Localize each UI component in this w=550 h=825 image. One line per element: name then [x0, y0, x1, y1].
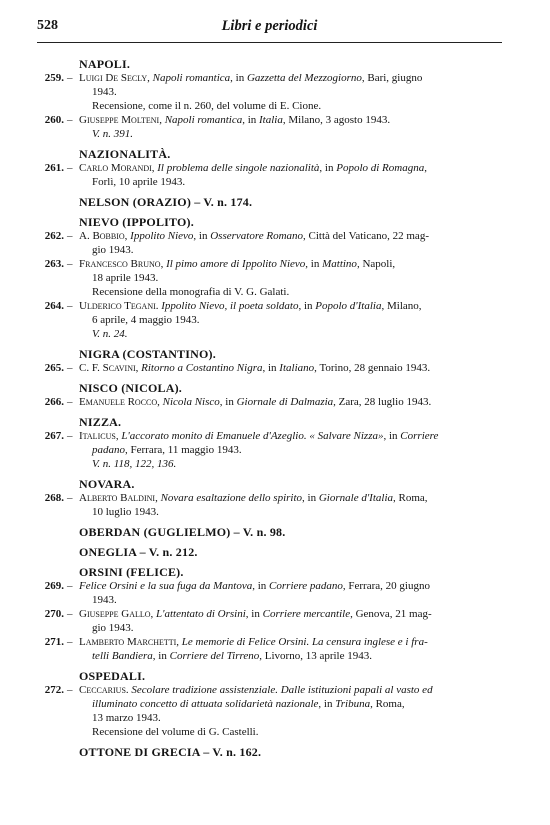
entry-text: , in [298, 300, 316, 312]
entry-title: Italiano [279, 362, 315, 374]
section-heading: NAPOLI. [79, 57, 131, 71]
entry-text: , [147, 72, 153, 84]
entry-title: Italia [259, 114, 283, 126]
cross-reference-heading: ONEGLIA – V. n. 212. [79, 545, 198, 559]
entry-title: Corriere padano [269, 580, 343, 592]
entry-text: , in [219, 396, 237, 408]
entry-line [92, 443, 502, 457]
entry-line [92, 621, 502, 635]
entry-text: , [157, 396, 163, 408]
entry-line [92, 313, 502, 327]
entry-title: Giornale d'Italia [318, 492, 394, 504]
bibliography-entry [44, 113, 502, 141]
bibliography-entry [44, 161, 502, 189]
entry-text: , Torino, 28 gennaio 1943. [314, 362, 431, 374]
section-heading: NAZIONALITÀ. [79, 147, 171, 161]
entry-note: Recensione del volume di G. Castelli. [92, 726, 259, 738]
entry-text: 1943. [92, 594, 117, 606]
entry-dash: – [67, 580, 73, 592]
entry-line [79, 579, 502, 593]
entry-title: Popolo d'Italia [315, 300, 382, 312]
entry-title: Popolo di Romagna [336, 162, 425, 174]
entry-line [79, 229, 502, 243]
entry-line [92, 243, 502, 257]
entry-line [92, 175, 502, 189]
entry-dash: – [67, 72, 73, 84]
header-rule [37, 42, 502, 43]
entry-author: Luigi De Secly [79, 72, 148, 84]
entry-line [79, 71, 502, 85]
bibliography-entry [44, 607, 502, 635]
entry-title: Napoli romantica [164, 114, 243, 126]
entry-line [92, 85, 502, 99]
entry-title: Il problema delle singole nazionalità [157, 162, 320, 174]
entry-text: . [155, 300, 162, 312]
entry-title: illuminato concetto di attuata solidarietà nazionale [92, 698, 319, 710]
entry-dash: – [67, 300, 73, 312]
entry-text: , [135, 362, 142, 374]
entry-dash: – [67, 430, 73, 442]
bibliography-entry [44, 299, 502, 341]
entry-number: 270. [44, 608, 64, 620]
entry-title: Novara esaltazione dello spirito [160, 492, 303, 504]
entry-title: telli Bandiera [92, 650, 153, 662]
bibliography-list [0, 57, 550, 759]
entry-text: Forlì, 10 aprile 1943. [92, 176, 186, 188]
entry-number: 271. [44, 636, 64, 648]
entry-text: , in [319, 162, 337, 174]
entry-text: , Città del Vaticano, 22 mag- [303, 230, 429, 242]
entry-line [79, 257, 502, 271]
entry-author: Alberto Baldini [79, 492, 156, 504]
entry-line [79, 113, 502, 127]
entry-author: Ulderico Tegani [79, 300, 156, 312]
entry-text: , Zara, 28 luglio 1943. [333, 396, 432, 408]
entry-line [79, 161, 502, 175]
entry-text: , [424, 162, 427, 174]
entry-author: Giuseppe Molteni [79, 114, 160, 126]
entry-line [79, 361, 502, 375]
entry-dash: – [67, 396, 73, 408]
bibliography-entry [44, 257, 502, 299]
entry-author: Carlo Morandi [79, 162, 152, 174]
entry-line [92, 593, 502, 607]
entry-author: Emanuele Rocco [79, 396, 158, 408]
bibliography-entry [44, 579, 502, 607]
entry-text: , in [193, 230, 211, 242]
cross-reference-heading: OTTONE DI GRECIA – V. n. 162. [79, 745, 262, 759]
entry-line [79, 683, 502, 697]
entry-dash: – [67, 684, 73, 696]
entry-number: 268. [44, 492, 64, 504]
entry-text: . [125, 684, 132, 696]
entry-line [92, 697, 502, 711]
bibliography-entry [44, 491, 502, 519]
entry-dash: – [67, 114, 73, 126]
bibliography-entry [44, 71, 502, 113]
entry-title: Mattino [322, 258, 357, 270]
entry-dash: – [67, 608, 73, 620]
entry-author: Lamberto Marchetti [79, 636, 177, 648]
entry-line [92, 649, 502, 663]
entry-text: , in [245, 608, 263, 620]
entry-line [92, 711, 502, 725]
entry-title: Ippolito Nievo [130, 230, 194, 242]
entry-dash: – [67, 492, 73, 504]
entry-author: Giuseppe Gallo [79, 608, 151, 620]
entry-text: , in [230, 72, 247, 84]
entry-title: Corriere mercantile [262, 608, 351, 620]
running-head: Libri e periodici [221, 18, 318, 34]
entry-text: , [151, 162, 158, 174]
entry-note: Recensione della monografia di V. G. Galati. [92, 286, 290, 298]
entry-number: 272. [44, 684, 64, 696]
entry-text: , [124, 230, 131, 242]
entry-title: Nicola Nisco [162, 396, 220, 408]
section-heading: NIEVO (IPPOLITO). [79, 215, 194, 229]
entry-text: , in [302, 492, 319, 504]
entry-text: , in [252, 580, 270, 592]
entry-text: 6 aprile, 4 maggio 1943. [92, 314, 200, 326]
entry-title: Ippolito Nievo, il poeta soldato [161, 300, 299, 312]
entry-author: C. F. Scavini [79, 362, 136, 374]
entry-title: Tribuna [335, 698, 371, 710]
entry-title: Felice Orsini e la sua fuga da Mantova [79, 580, 253, 592]
entry-number: 262. [44, 230, 64, 242]
entry-text: , [159, 114, 165, 126]
section-heading: ORSINI (FELICE). [79, 565, 184, 579]
entry-title: Le memorie di Felice Orsini. La censura inglese e i fra- [181, 636, 428, 648]
entry-author: Italicus [79, 430, 116, 442]
entry-text: , [155, 492, 161, 504]
entry-number: 260. [44, 114, 64, 126]
entry-line [79, 299, 502, 313]
entry-text: 18 aprile 1943. [92, 272, 159, 284]
entry-title: Osservatore Romano [210, 230, 304, 242]
entry-title: Gazzetta del Mezzogiorno [246, 72, 362, 84]
entry-number: 264. [44, 300, 64, 312]
entry-text: , in [152, 650, 170, 662]
entry-text: , [160, 258, 167, 270]
section-heading: OSPEDALI. [79, 669, 146, 683]
entry-text: , in [242, 114, 260, 126]
bibliography-entry [44, 635, 502, 663]
entry-text: , [115, 430, 122, 442]
entry-number: 259. [44, 72, 64, 84]
bibliography-entry [44, 229, 502, 257]
entry-cross-reference: V. n. 24. [92, 328, 128, 340]
entry-text: , in [383, 430, 401, 442]
bibliography-entry [44, 395, 502, 409]
entry-title: Secolare tradizione assistenziale. Dalle istituzioni papali al vasto ed [131, 684, 433, 696]
entry-text: , [150, 608, 157, 620]
entry-dash: – [67, 636, 73, 648]
entry-author: A. Bobbio [79, 230, 125, 242]
entry-number: 261. [44, 162, 64, 174]
entry-line [79, 395, 502, 409]
entry-line [92, 271, 502, 285]
cross-reference-heading: NELSON (ORAZIO) – V. n. 174. [79, 195, 253, 209]
bibliography-entry [44, 429, 502, 471]
bibliography-entry [44, 683, 502, 739]
cross-reference-heading: OBERDAN (GUGLIELMO) – V. n. 98. [79, 525, 286, 539]
entry-text: , Ferrara, 11 maggio 1943. [125, 444, 242, 456]
section-heading: NIZZA. [79, 415, 122, 429]
entry-number: 269. [44, 580, 64, 592]
entry-text: , Bari, giugno [361, 72, 423, 84]
entry-line [79, 607, 502, 621]
entry-title: Il pimo amore di Ippolito Nievo [166, 258, 306, 270]
entry-text: , Milano, [381, 300, 422, 312]
entry-text: 10 luglio 1943. [92, 506, 159, 518]
entry-title: Corriere [400, 430, 439, 442]
entry-text: 1943. [92, 86, 117, 98]
entry-number: 267. [44, 430, 64, 442]
entry-title: Corriere del Tirreno [169, 650, 260, 662]
bibliography-entry [44, 361, 502, 375]
entry-text: , [176, 636, 182, 648]
entry-line [79, 491, 502, 505]
entry-line [92, 505, 502, 519]
entry-number: 266. [44, 396, 64, 408]
entry-text: , Livorno, 13 aprile 1943. [259, 650, 372, 662]
entry-author: Francesco Bruno [79, 258, 161, 270]
entry-line [79, 635, 502, 649]
entry-title: Giornale di Dalmazia [236, 396, 334, 408]
section-heading: NIGRA (COSTANTINO). [79, 347, 216, 361]
entry-dash: – [67, 362, 73, 374]
entry-cross-reference: V. n. 391. [92, 128, 134, 140]
entry-dash: – [67, 230, 73, 242]
entry-dash: – [67, 258, 73, 270]
entry-text: , Napoli, [356, 258, 396, 270]
entry-text: , Ferrara, 20 giugno [342, 580, 430, 592]
entry-text: , in [318, 698, 336, 710]
entry-text: , Roma, [370, 698, 405, 710]
section-heading: NISCO (NICOLA). [79, 381, 183, 395]
entry-title: padano [92, 444, 125, 456]
entry-text: , Roma, [393, 492, 428, 504]
entry-line [79, 429, 502, 443]
entry-title: Napoli romantica [152, 72, 231, 84]
page-header [37, 18, 502, 38]
entry-text: gio 1943. [92, 244, 134, 256]
entry-title: Ritorno a Costantino Nigra [141, 362, 263, 374]
entry-text: gio 1943. [92, 622, 134, 634]
entry-text: , in [305, 258, 323, 270]
entry-title: L'accorato monito di Emanuele d'Azeglio. « Salvare Nizza» [121, 430, 384, 442]
page-number: 528 [37, 18, 58, 33]
entry-note: Recensione, come il n. 260, del volume di E. Cione. [92, 100, 322, 112]
entry-text: , in [262, 362, 280, 374]
entry-number: 265. [44, 362, 64, 374]
entry-cross-reference: V. n. 118, 122, 136. [92, 458, 177, 470]
section-heading: NOVARA. [79, 477, 135, 491]
entry-title: L'attentato di Orsini [156, 608, 246, 620]
entry-author: Ceccarius [79, 684, 126, 696]
entry-number: 263. [44, 258, 64, 270]
entry-text: , Milano, 3 agosto 1943. [282, 114, 391, 126]
entry-text: 13 marzo 1943. [92, 712, 161, 724]
entry-dash: – [67, 162, 73, 174]
entry-text: , Genova, 21 mag- [350, 608, 432, 620]
